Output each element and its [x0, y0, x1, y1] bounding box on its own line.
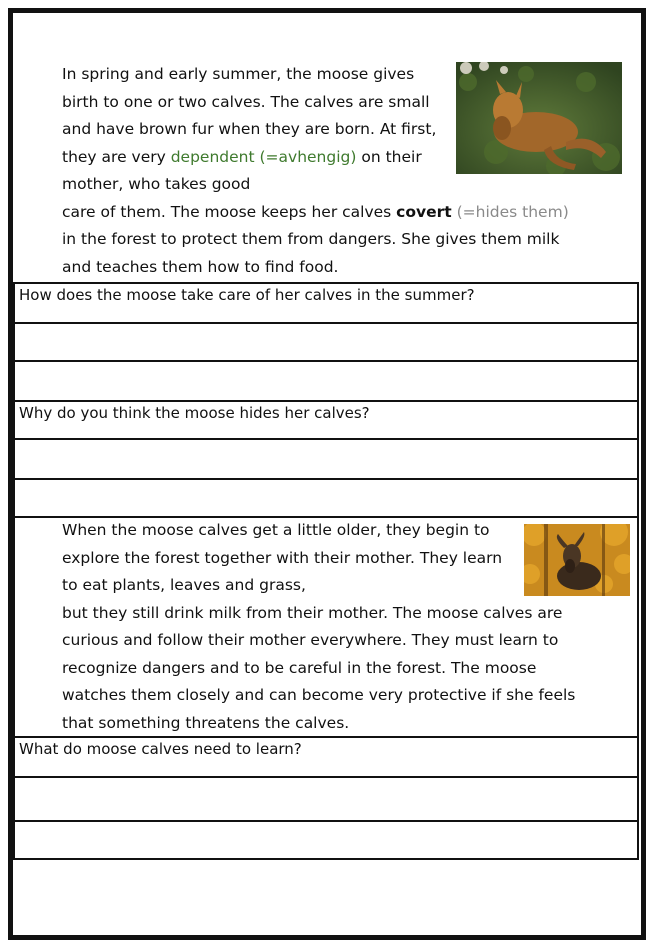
vocab-covert: covert: [396, 202, 452, 221]
question-1: How does the moose take care of her calves in the summer?: [19, 286, 475, 304]
passage-line: [62, 517, 507, 600]
answer-line[interactable]: [13, 322, 639, 324]
table-right-border: [637, 282, 639, 858]
rule-line: [13, 858, 639, 860]
answer-line[interactable]: [13, 820, 639, 822]
passage-line: [62, 61, 447, 199]
rule-line: [13, 736, 639, 738]
answer-line[interactable]: [13, 478, 639, 480]
passage-text: in the forest to protect them from dangers. She gives them milk and teaches them how to find food.: [62, 230, 560, 276]
passage-line: [62, 199, 587, 282]
passage-text: on their mother, who takes good: [62, 147, 422, 193]
question-2: Why do you think the moose hides her calves?: [19, 404, 370, 422]
table-left-border: [13, 282, 15, 858]
vocab-dependent: dependent (=avhengig): [170, 147, 357, 166]
passage-text: care of them. The moose keeps her calves: [62, 202, 397, 221]
passage-text: but they still drink milk from their mother. The moose calves are curious and follow their mother everywhere. They must learn to recognize dangers and to be careful in the forest. The moose watches them closely and can become very protective if she feels that something threatens the calves.: [62, 603, 576, 732]
rule-line: [13, 282, 639, 284]
passage-calves-spring: [62, 61, 612, 281]
rule-line: [13, 400, 639, 402]
passage-line: [62, 600, 602, 738]
answer-line[interactable]: [13, 360, 639, 362]
passage-text: When the moose calves get a little older, they begin to explore the forest together with their mother. They learn to eat plants, leaves and grass,: [62, 521, 503, 594]
passage-text: In spring and early summer, the moose gives birth to one or two calves. The calves are small and have brown fur when they are born. At first, they are very: [62, 65, 437, 166]
vocab-hides-them: (=hides them): [451, 202, 569, 221]
answer-line[interactable]: [13, 438, 639, 440]
passage-calves-older: [62, 517, 602, 737]
question-3: What do moose calves need to learn?: [19, 740, 302, 758]
answer-line[interactable]: [13, 776, 639, 778]
